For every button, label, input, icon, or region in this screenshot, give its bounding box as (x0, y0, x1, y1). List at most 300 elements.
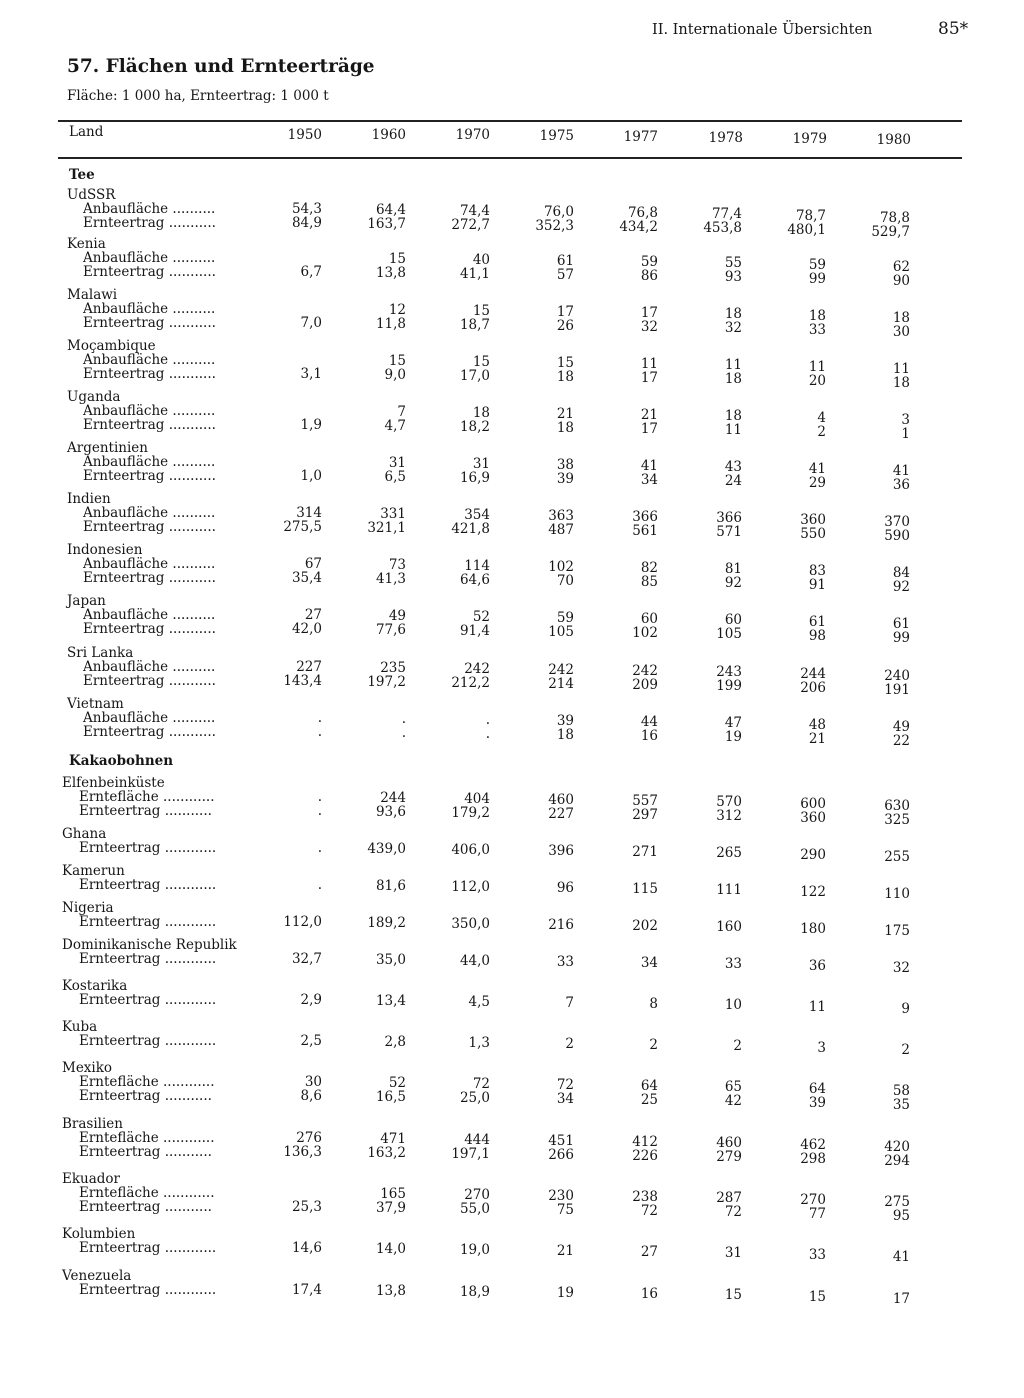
table-cell: 81,6 (375, 878, 406, 894)
row-label: Anbaufläche .......... (83, 607, 216, 623)
table-cell: 18,9 (459, 1284, 490, 1300)
row-label: Anbaufläche .......... (83, 556, 216, 572)
row-label: Ernteertrag ........... (83, 519, 216, 535)
table-cell: 93 (724, 269, 742, 285)
table-cell: 11 (724, 422, 742, 438)
row-label: Anbaufläche .......... (83, 250, 216, 266)
column-head-year: 1975 (539, 128, 574, 144)
table-cell: 163,7 (367, 216, 406, 232)
table-cell: 16,5 (375, 1089, 406, 1105)
table-cell: 41 (640, 458, 658, 474)
row-label: Ernteertrag ........... (83, 417, 216, 433)
table-cell: 360 (800, 810, 826, 826)
table-cell: 9,0 (384, 367, 406, 383)
table-cell: . (317, 710, 322, 726)
table-cell: 16 (640, 728, 658, 744)
table-cell: 136,3 (283, 1144, 322, 1160)
table-cell: 3 (817, 1040, 826, 1056)
table-cell: 41,1 (459, 266, 490, 282)
country-name: Indonesien (67, 542, 143, 558)
row-label: Ernteertrag ........... (83, 673, 216, 689)
column-head-year: 1960 (371, 127, 406, 143)
table-cell: 227 (296, 659, 322, 675)
country-name: Vietnam (67, 696, 124, 712)
table-cell: 1,3 (468, 1035, 490, 1051)
table-cell: 189,2 (367, 915, 406, 931)
table-cell: 287 (716, 1190, 742, 1206)
table-cell: 34 (640, 472, 658, 488)
country-name: Nigeria (62, 900, 114, 916)
table-cell: 21 (808, 731, 826, 747)
row-label: Anbaufläche .......... (83, 454, 216, 470)
table-cell: 529,7 (871, 224, 910, 240)
table-cell: 600 (800, 796, 826, 812)
table-cell: 90 (892, 273, 910, 289)
table-cell: 11 (808, 359, 826, 375)
table-cell: 42,0 (291, 621, 322, 637)
table-cell: 226 (632, 1148, 658, 1164)
header-rule (58, 157, 962, 159)
row-label: Ernteertrag ........... (83, 621, 216, 637)
table-cell: 487 (548, 522, 574, 538)
table-cell: 54,3 (291, 201, 322, 217)
row-label: Ernteertrag ........... (83, 570, 216, 586)
table-cell: 15 (472, 303, 490, 319)
table-cell: 571 (716, 524, 742, 540)
table-cell: . (485, 712, 490, 728)
country-name: Kamerun (62, 863, 125, 879)
table-cell: 36 (808, 958, 826, 974)
table-cell: 41 (892, 1249, 910, 1265)
table-cell: 180 (800, 921, 826, 937)
table-cell: 44 (640, 714, 658, 730)
table-cell: 43 (724, 459, 742, 475)
row-label: Anbaufläche .......... (83, 201, 216, 217)
table-cell: 321,1 (367, 520, 406, 536)
table-cell: 2,9 (300, 992, 322, 1008)
row-label: Ernteertrag ........... (83, 724, 216, 740)
country-name: Kostarika (62, 978, 128, 994)
table-cell: 366 (632, 509, 658, 525)
country-name: Indien (67, 491, 111, 507)
table-cell: 42 (724, 1093, 742, 1109)
table-cell: 4,5 (468, 994, 490, 1010)
table-cell: 11,8 (375, 316, 406, 332)
table-cell: 279 (716, 1149, 742, 1165)
row-label: Ernteertrag ............ (79, 1282, 217, 1298)
column-head-year: 1978 (708, 130, 743, 146)
table-cell: 2 (649, 1037, 658, 1053)
row-label: Erntefläche ............ (79, 1130, 215, 1146)
row-label: Ernteertrag ........... (79, 803, 212, 819)
top-rule (58, 120, 962, 122)
table-cell: 78,8 (879, 210, 910, 226)
table-cell: 44,0 (459, 953, 490, 969)
table-cell: 76,0 (543, 204, 574, 220)
table-cell: 33 (556, 954, 574, 970)
table-cell: 35,0 (375, 952, 406, 968)
table-cell: . (317, 803, 322, 819)
table-cell: 76,8 (627, 205, 658, 221)
row-label: Anbaufläche .......... (83, 659, 216, 675)
table-cell: 12 (388, 302, 406, 318)
table-cell: 40 (472, 252, 490, 268)
table-cell: 354 (464, 507, 490, 523)
table-cell: 298 (800, 1151, 826, 1167)
table-cell: 78,7 (795, 208, 826, 224)
table-cell: 74,4 (459, 203, 490, 219)
table-cell: 11 (724, 357, 742, 373)
table-cell: 29 (808, 475, 826, 491)
table-cell: 17 (556, 304, 574, 320)
table-cell: 18,2 (459, 419, 490, 435)
table-cell: 84 (892, 565, 910, 581)
table-cell: 17,4 (291, 1282, 322, 1298)
table-cell: 41 (892, 463, 910, 479)
table-cell: 19,0 (459, 1242, 490, 1258)
table-cell: 13,8 (375, 1283, 406, 1299)
table-cell: 4,7 (384, 418, 406, 434)
table-cell: 27 (304, 607, 322, 623)
row-label: Ernteertrag ........... (79, 1088, 212, 1104)
table-cell: 370 (884, 514, 910, 530)
running-head: II. Internationale Übersichten (652, 22, 873, 38)
table-cell: 15 (724, 1287, 742, 1303)
table-cell: 114 (464, 558, 490, 574)
table-cell: 444 (464, 1132, 490, 1148)
country-name: Kolumbien (62, 1226, 136, 1242)
table-cell: 84,9 (291, 215, 322, 231)
table-cell: 18 (556, 420, 574, 436)
table-cell: 21 (556, 1243, 574, 1259)
table-cell: 18 (556, 727, 574, 743)
table-cell: 112,0 (451, 879, 490, 895)
table-cell: 59 (808, 257, 826, 273)
table-cell: 105 (548, 624, 574, 640)
row-label: Ernteertrag ........... (83, 468, 216, 484)
table-cell: 352,3 (535, 218, 574, 234)
section-title: Kakaobohnen (69, 753, 174, 769)
table-cell: 35 (892, 1097, 910, 1113)
table-cell: 102 (548, 559, 574, 575)
table-cell: 2 (733, 1038, 742, 1054)
table-cell: . (401, 711, 406, 727)
country-name: UdSSR (67, 187, 116, 203)
table-cell: 62 (892, 259, 910, 275)
table-cell: 32,7 (291, 951, 322, 967)
row-label: Ernteertrag ........... (83, 315, 216, 331)
table-cell: 275 (884, 1194, 910, 1210)
table-cell: 206 (800, 680, 826, 696)
country-name: Ghana (62, 826, 107, 842)
table-cell: . (317, 877, 322, 893)
table-cell: 270 (464, 1187, 490, 1203)
table-cell: 25,3 (291, 1199, 322, 1215)
table-cell: 255 (884, 849, 910, 865)
row-label: Ernteertrag ............ (79, 1240, 217, 1256)
table-cell: 412 (632, 1134, 658, 1150)
table-cell: 270 (800, 1192, 826, 1208)
table-cell: 360 (800, 512, 826, 528)
row-label: Anbaufläche .......... (83, 710, 216, 726)
table-cell: 350,0 (451, 916, 490, 932)
table-cell: 95 (892, 1208, 910, 1224)
table-cell: 34 (640, 955, 658, 971)
table-cell: 59 (556, 610, 574, 626)
table-cell: 1 (901, 426, 910, 442)
table-cell: 406,0 (451, 842, 490, 858)
table-cell: 3,1 (300, 366, 322, 382)
table-cell: 61 (556, 253, 574, 269)
table-cell: 13,8 (375, 265, 406, 281)
table-cell: 276 (296, 1130, 322, 1146)
table-cell: 19 (724, 729, 742, 745)
table-cell: 64,6 (459, 572, 490, 588)
row-label: Erntefläche ............ (79, 1185, 215, 1201)
table-cell: 35,4 (291, 570, 322, 586)
table-cell: 216 (548, 917, 574, 933)
table-title: 57. Flächen und Ernteerträge (67, 56, 375, 77)
country-name: Venezuela (62, 1268, 132, 1284)
table-cell: 15 (388, 251, 406, 267)
table-cell: 561 (632, 523, 658, 539)
table-cell: 34 (556, 1091, 574, 1107)
country-name: Ekuador (62, 1171, 121, 1187)
row-label: Anbaufläche .......... (83, 352, 216, 368)
table-cell: 244 (800, 666, 826, 682)
table-cell: 25 (640, 1092, 658, 1108)
table-cell: 33 (724, 956, 742, 972)
country-name: Japan (67, 593, 106, 609)
table-cell: 453,8 (703, 220, 742, 236)
table-cell: 99 (892, 630, 910, 646)
column-head-year: 1977 (623, 129, 658, 145)
table-cell: 72 (556, 1077, 574, 1093)
table-cell: 15 (472, 354, 490, 370)
country-name: Uganda (67, 389, 121, 405)
table-cell: 31 (724, 1245, 742, 1261)
table-cell: 18 (472, 405, 490, 421)
table-cell: 18 (724, 306, 742, 322)
table-cell: 7,0 (300, 315, 322, 331)
table-cell: 18 (808, 308, 826, 324)
table-cell: 2,5 (300, 1033, 322, 1049)
row-label: Anbaufläche .......... (83, 505, 216, 521)
table-cell: 21 (640, 407, 658, 423)
table-cell: 99 (808, 271, 826, 287)
table-cell: 2 (817, 424, 826, 440)
table-cell: 197,2 (367, 674, 406, 690)
table-cell: 85 (640, 574, 658, 590)
row-label: Ernteertrag ............ (79, 1033, 217, 1049)
table-cell: 243 (716, 664, 742, 680)
table-cell: 451 (548, 1133, 574, 1149)
table-cell: 7 (565, 995, 574, 1011)
table-cell: . (485, 726, 490, 742)
country-name: Sri Lanka (67, 645, 134, 661)
table-cell: 480,1 (787, 222, 826, 238)
table-cell: 39 (556, 471, 574, 487)
table-cell: 32 (724, 320, 742, 336)
table-cell: 38 (556, 457, 574, 473)
table-cell: 2 (565, 1036, 574, 1052)
table-cell: 65 (724, 1079, 742, 1095)
row-label: Anbaufläche .......... (83, 301, 216, 317)
table-cell: 550 (800, 526, 826, 542)
table-cell: 16,9 (459, 470, 490, 486)
table-cell: 19 (556, 1285, 574, 1301)
table-cell: 91 (808, 577, 826, 593)
table-cell: 290 (800, 847, 826, 863)
country-name: Moçambique (67, 338, 156, 354)
country-name: Argentinien (67, 440, 148, 456)
table-cell: 41 (808, 461, 826, 477)
table-cell: 98 (808, 628, 826, 644)
country-name: Elfenbeinküste (62, 775, 165, 791)
table-cell: 15 (556, 355, 574, 371)
table-cell: 202 (632, 918, 658, 934)
table-cell: 49 (388, 608, 406, 624)
table-cell: . (317, 789, 322, 805)
table-cell: 199 (716, 678, 742, 694)
row-label: Ernteertrag ........... (83, 215, 216, 231)
table-cell: 331 (380, 506, 406, 522)
table-cell: 14,0 (375, 1241, 406, 1257)
table-cell: 32 (892, 960, 910, 976)
table-cell: 1,0 (300, 468, 322, 484)
table-cell: 18 (556, 369, 574, 385)
table-cell: 404 (464, 791, 490, 807)
table-cell: 91,4 (459, 623, 490, 639)
table-cell: 77,6 (375, 622, 406, 638)
table-cell: 64 (808, 1081, 826, 1097)
row-label: Ernteertrag ............ (79, 914, 217, 930)
table-cell: 61 (808, 614, 826, 630)
row-label: Ernteertrag ........... (83, 264, 216, 280)
table-cell: 77 (808, 1206, 826, 1222)
table-cell: 294 (884, 1153, 910, 1169)
table-cell: 396 (548, 843, 574, 859)
table-cell: 39 (556, 713, 574, 729)
table-cell: 77,4 (711, 206, 742, 222)
table-cell: 64,4 (375, 202, 406, 218)
table-cell: 197,1 (451, 1146, 490, 1162)
table-cell: 314 (296, 505, 322, 521)
table-cell: 630 (884, 798, 910, 814)
table-cell: 33 (808, 322, 826, 338)
table-cell: 37,9 (375, 1200, 406, 1216)
table-cell: 52 (472, 609, 490, 625)
table-cell: . (317, 840, 322, 856)
table-cell: 92 (892, 579, 910, 595)
table-cell: 49 (892, 719, 910, 735)
table-cell: 60 (724, 612, 742, 628)
table-cell: 209 (632, 677, 658, 693)
country-name: Dominikanische Republik (62, 937, 237, 953)
table-cell: 96 (556, 880, 574, 896)
table-cell: 312 (716, 808, 742, 824)
table-cell: 214 (548, 676, 574, 692)
table-cell: 4 (817, 410, 826, 426)
table-cell: 24 (724, 473, 742, 489)
country-name: Brasilien (62, 1116, 123, 1132)
table-cell: 265 (716, 845, 742, 861)
table-cell: 18 (724, 408, 742, 424)
table-cell: 15 (388, 353, 406, 369)
column-head-year: 1979 (792, 131, 827, 147)
table-cell: 17 (892, 1291, 910, 1307)
table-cell: 33 (808, 1247, 826, 1263)
table-cell: 275,5 (283, 519, 322, 535)
column-head-land: Land (69, 124, 104, 140)
table-cell: 15 (808, 1289, 826, 1305)
table-cell: 17 (640, 305, 658, 321)
table-cell: 17,0 (459, 368, 490, 384)
row-label: Erntefläche ............ (79, 789, 215, 805)
table-cell: 82 (640, 560, 658, 576)
table-cell: 102 (632, 625, 658, 641)
table-cell: 92 (724, 575, 742, 591)
table-cell: 21 (556, 406, 574, 422)
table-cell: 52 (388, 1075, 406, 1091)
table-cell: 18,7 (459, 317, 490, 333)
table-cell: 439,0 (367, 841, 406, 857)
table-cell: 143,4 (283, 673, 322, 689)
table-cell: 242 (632, 663, 658, 679)
table-cell: 420 (884, 1139, 910, 1155)
table-cell: 227 (548, 806, 574, 822)
table-cell: 22 (892, 733, 910, 749)
table-cell: 363 (548, 508, 574, 524)
table-cell: 14,6 (291, 1240, 322, 1256)
table-cell: 111 (716, 882, 742, 898)
table-cell: 72 (472, 1076, 490, 1092)
table-cell: 6,5 (384, 469, 406, 485)
table-cell: 39 (808, 1095, 826, 1111)
table-cell: 462 (800, 1137, 826, 1153)
table-cell: 8,6 (300, 1088, 322, 1104)
table-cell: 235 (380, 660, 406, 676)
table-cell: 26 (556, 318, 574, 334)
table-cell: 230 (548, 1188, 574, 1204)
table-cell: 590 (884, 528, 910, 544)
table-cell: . (401, 725, 406, 741)
table-cell: 67 (304, 556, 322, 572)
table-cell: 60 (640, 611, 658, 627)
table-cell: 55 (724, 255, 742, 271)
section-title: Tee (69, 167, 95, 183)
table-cell: 72 (724, 1204, 742, 1220)
table-cell: 18 (724, 371, 742, 387)
table-cell: 18 (892, 310, 910, 326)
table-cell: 240 (884, 668, 910, 684)
unit-note: Fläche: 1 000 ha, Ernteertrag: 1 000 t (67, 88, 329, 104)
table-cell: 160 (716, 919, 742, 935)
table-cell: 191 (884, 682, 910, 698)
table-cell: 30 (892, 324, 910, 340)
column-head-year: 1970 (455, 127, 490, 143)
row-label: Ernteertrag ............ (79, 992, 217, 1008)
table-cell: 325 (884, 812, 910, 828)
table-cell: 58 (892, 1083, 910, 1099)
country-name: Kuba (62, 1019, 98, 1035)
table-cell: 75 (556, 1202, 574, 1218)
table-cell: 6,7 (300, 264, 322, 280)
table-cell: 81 (724, 561, 742, 577)
row-label: Ernteertrag ............ (79, 840, 217, 856)
table-cell: 272,7 (451, 217, 490, 233)
table-cell: 47 (724, 715, 742, 731)
